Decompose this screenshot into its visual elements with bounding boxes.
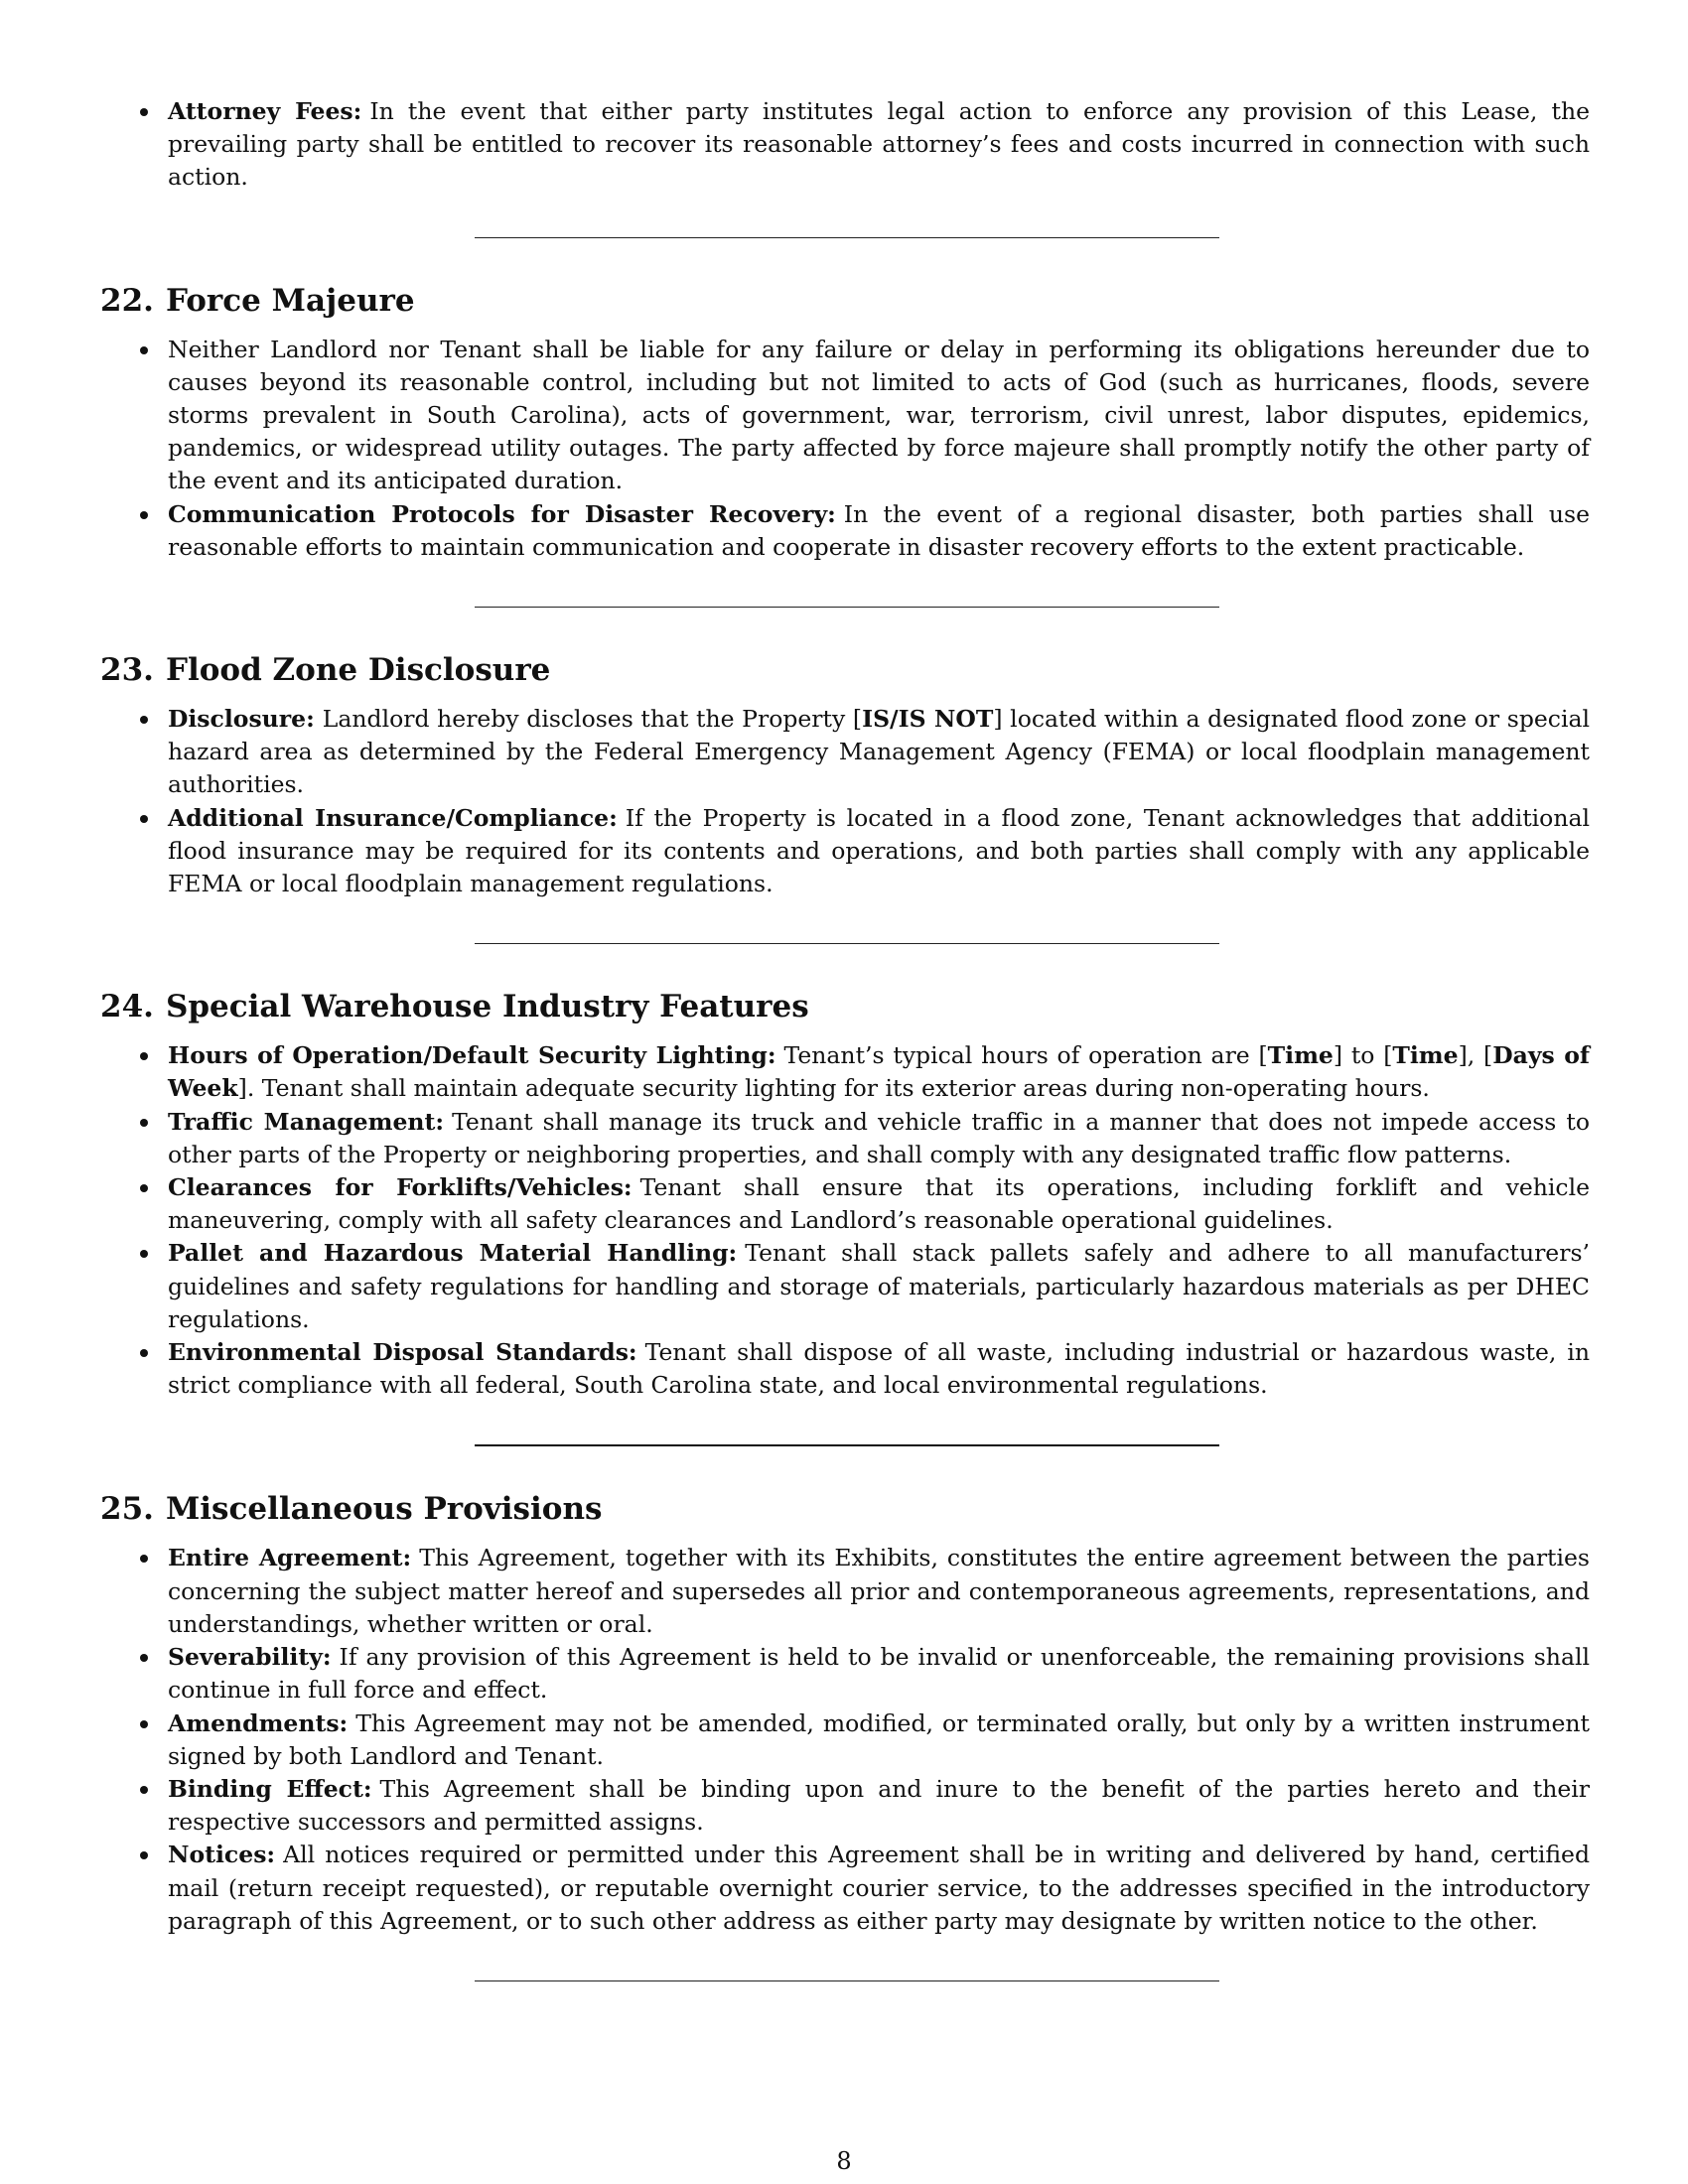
section-title: Special Warehouse Industry Features <box>165 989 809 1025</box>
placeholder-text: Time <box>1267 1041 1334 1070</box>
list-item <box>100 703 1590 802</box>
section-number: 23. <box>100 652 154 689</box>
list-item <box>100 1707 1590 1773</box>
item-text: Tenant shall stack pallets safely and adhere to all manufacturers’ guidelines and safety regulations for handling and storage of materials, particularly hazardous materials as per DHEC regulations. <box>168 1239 1590 1333</box>
item-text: Neither Landlord nor Tenant shall be liable for any failure or delay in performing its obligations hereunder due to causes beyond its reasonable control, including but not limited to acts of God (such as hurricanes, floods, severe storms prevalent in South Carolina), acts of government, war, terrorism, civil unrest, labor disputes, epidemics, pandemics, or widespread utility outages. The party affected by force majeure shall promptly notify the other party of the event and its anticipated duration. <box>168 335 1590 495</box>
list-item <box>100 1773 1590 1839</box>
list-item <box>100 1106 1590 1171</box>
item-label: Notices: <box>168 1841 276 1869</box>
section-title: Miscellaneous Provisions <box>165 1491 603 1528</box>
item-label: Clearances for Forklifts/Vehicles: <box>168 1173 633 1202</box>
section-divider <box>475 1444 1219 1446</box>
placeholder-text: Days of Week <box>168 1041 1590 1103</box>
section-heading-25 <box>100 1490 1590 1528</box>
section-24-list <box>100 1039 1590 1402</box>
placeholder-text: IS/IS NOT <box>862 705 994 734</box>
item-label: Pallet and Hazardous Material Handling: <box>168 1239 738 1268</box>
section-divider <box>475 237 1219 238</box>
list-item <box>100 1641 1590 1706</box>
section-divider <box>475 943 1219 944</box>
item-text: Landlord hereby discloses that the Property [ <box>322 705 863 734</box>
item-label: Additional Insurance/Compliance: <box>168 803 618 832</box>
list-item <box>100 1171 1590 1237</box>
attorney-fees-list <box>100 95 1590 195</box>
item-label: Hours of Operation/Default Security Lighting: <box>168 1041 776 1070</box>
item-text: This Agreement, together with its Exhibits, constitutes the entire agreement between the parties concerning the subject matter hereof and supersedes all prior and contemporaneous agreements, representations, and understandings, whether written or oral. <box>168 1544 1590 1638</box>
list-item <box>100 1039 1590 1105</box>
section-divider <box>475 1980 1219 1981</box>
list-item <box>100 1237 1590 1336</box>
item-text: Tenant shall ensure that its operations, including forklift and vehicle maneuvering, comply with all safety clearances and Landlord’s reasonable operational guidelines. <box>168 1173 1590 1235</box>
item-text: This Agreement may not be amended, modified, or terminated orally, but only by a written instrument signed by both Landlord and Tenant. <box>168 1708 1590 1770</box>
item-text: ], [ <box>1458 1041 1493 1070</box>
section-heading-24 <box>100 988 1590 1025</box>
section-number: 25. <box>100 1491 154 1528</box>
item-text: If the Property is located in a flood zone, Tenant acknowledges that additional flood insurance may be required for its contents and operations, and both parties shall comply with any applicable FEMA or local floodplain management regulations. <box>168 803 1590 898</box>
item-label: Amendments: <box>168 1708 349 1737</box>
section-22-list <box>100 334 1590 564</box>
item-label: Communication Protocols for Disaster Recovery: <box>168 499 836 528</box>
item-label: Severability: <box>168 1643 332 1672</box>
section-heading-22 <box>100 282 1590 320</box>
section-title: Flood Zone Disclosure <box>165 652 551 689</box>
document-page <box>100 95 1590 1981</box>
item-text: ]. Tenant shall maintain adequate security lighting for its exterior areas during non-operating hours. <box>237 1074 1430 1103</box>
list-item <box>100 1839 1590 1938</box>
item-text: ] to [ <box>1333 1041 1393 1070</box>
item-text: This Agreement shall be binding upon and inure to the benefit of the parties hereto and their respective successors and permitted assigns. <box>168 1774 1590 1837</box>
section-title: Force Majeure <box>165 282 415 319</box>
section-divider <box>475 607 1219 608</box>
placeholder-text: Time <box>1392 1041 1459 1070</box>
item-text: Tenant’s typical hours of operation are [ <box>783 1041 1268 1070</box>
item-text: In the event that either party institutes legal action to enforce any provision of this Lease, the prevailing party shall be entitled to recover its reasonable attorney’s fees and costs incurred in connection with such action. <box>168 97 1590 192</box>
section-25-list <box>100 1542 1590 1937</box>
section-23-list <box>100 703 1590 900</box>
item-text: In the event of a regional disaster, both parties shall use reasonable efforts to maintain communication and cooperate in disaster recovery efforts to the extent practicable. <box>168 499 1590 561</box>
list-item <box>100 95 1590 195</box>
page-number: 8 <box>836 2147 852 2175</box>
item-text: If any provision of this Agreement is held to be invalid or unenforceable, the remaining provisions shall continue in full force and effect. <box>168 1643 1590 1705</box>
list-item <box>100 334 1590 498</box>
section-number: 24. <box>100 989 154 1025</box>
item-label: Binding Effect: <box>168 1774 372 1803</box>
section-heading-23 <box>100 651 1590 689</box>
item-label: Disclosure: <box>168 705 315 734</box>
item-text: Tenant shall manage its truck and vehicle traffic in a manner that does not impede access to other parts of the Property or neighboring properties, and shall comply with any designated traffic flow patterns. <box>168 1107 1590 1168</box>
list-item <box>100 1336 1590 1402</box>
list-item <box>100 1542 1590 1641</box>
list-item <box>100 802 1590 901</box>
item-label: Environmental Disposal Standards: <box>168 1338 637 1367</box>
item-text: All notices required or permitted under this Agreement shall be in writing and delivered by hand, certified mail (return receipt requested), or reputable overnight courier service, to the addresses specified in the introductory paragraph of this Agreement, or to such other address as either party may designate by written notice to the other. <box>168 1841 1590 1935</box>
item-label: Traffic Management: <box>168 1107 445 1136</box>
item-label: Attorney Fees: <box>168 97 362 125</box>
list-item <box>100 498 1590 564</box>
section-number: 22. <box>100 282 154 319</box>
item-text: Tenant shall dispose of all waste, including industrial or hazardous waste, in strict compliance with all federal, South Carolina state, and local environmental regulations. <box>168 1338 1590 1400</box>
item-text: ] located within a designated flood zone or special hazard area as determined by the Federal Emergency Management Agency (FEMA) or local floodplain management authorities. <box>168 705 1590 799</box>
item-label: Entire Agreement: <box>168 1544 412 1572</box>
